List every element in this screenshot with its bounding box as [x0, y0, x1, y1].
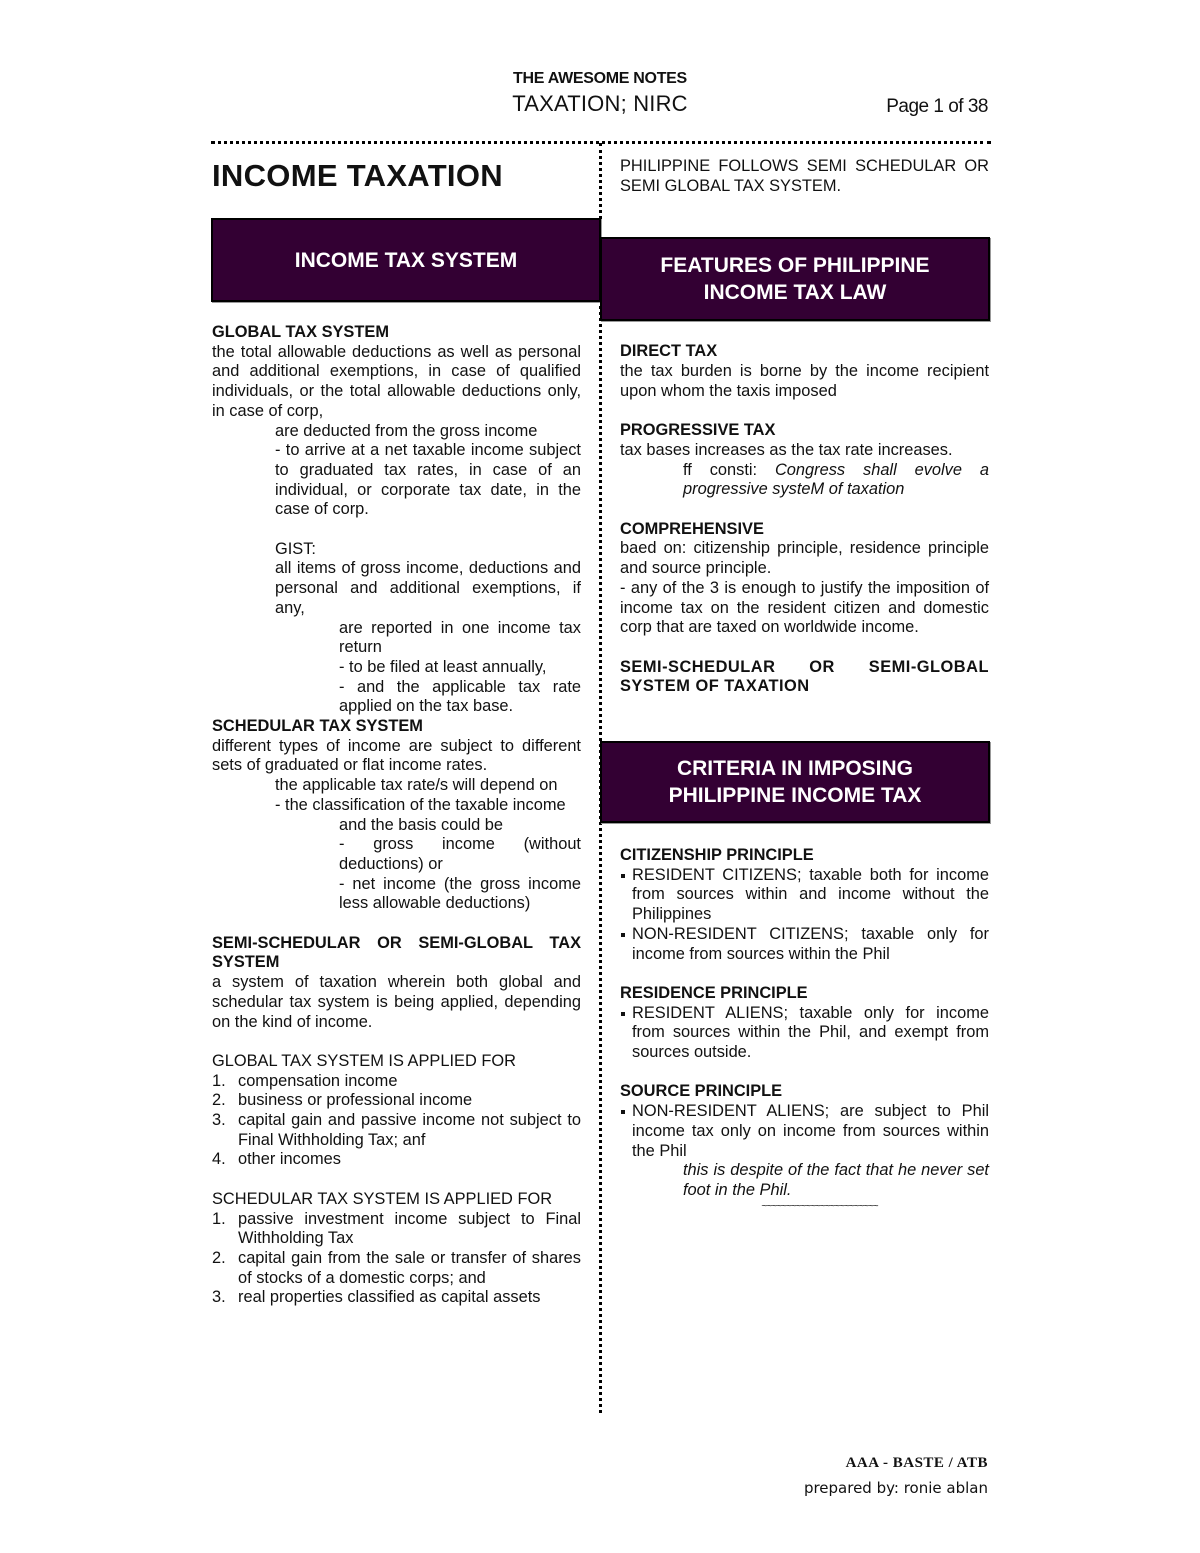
right-column — [620, 157, 989, 1213]
series-title: THE AWESOME NOTES — [513, 70, 687, 87]
list-item: 4. other incomes — [212, 1150, 341, 1169]
heading-direct-tax: DIRECT TAX — [620, 342, 718, 361]
schedular-basis: and the basis could be — [339, 815, 504, 834]
heading-schedular-tax-system: SCHEDULAR TAX SYSTEM — [212, 717, 423, 736]
progressive-consti: ff consti: Congress shall evolve a progressive systeM of taxation — [683, 460, 989, 499]
list-item: NON-RESIDENT ALIENS; are subject to Phil income tax only on income from sources within the Phil — [620, 1102, 989, 1161]
document-title: TAXATION; NIRC — [512, 91, 688, 116]
banner-label-line1: CRITERIA IN IMPOSING — [676, 757, 914, 781]
heading-comprehensive: COMPREHENSIVE — [620, 519, 764, 538]
residence-list — [620, 1004, 989, 1063]
left-column — [212, 157, 581, 1308]
section-banner-criteria — [600, 741, 990, 823]
banner-label-line2: PHILIPPINE INCOME TAX — [668, 784, 922, 808]
banner-label: INCOME TAX SYSTEM — [294, 248, 518, 272]
heading-citizenship-principle: CITIZENSHIP PRINCIPLE — [620, 846, 814, 865]
list-item: 2. business or professional income — [212, 1091, 473, 1110]
list-item: 1. passive investment income subject to Final Withholding Tax — [212, 1209, 581, 1248]
list-item: 2. capital gain from the sale or transfer of shares of stocks of a domestic corps; and — [212, 1248, 581, 1287]
section-banner-income-tax-system — [211, 218, 601, 302]
schedular-ind2: - the classification of the taxable income — [275, 795, 566, 814]
heading-global-tax-system: GLOBAL TAX SYSTEM — [212, 323, 389, 341]
footer-author: prepared by: ronie ablan — [803, 1479, 988, 1497]
heading-global-applied: GLOBAL TAX SYSTEM IS APPLIED FOR — [212, 1051, 516, 1070]
heading-semi-schedular-system: SEMI-SCHEDULAR OR SEMI-GLOBAL SYSTEM OF TAXATION — [620, 657, 989, 696]
global-body: the total allowable deductions as well as personal and additional exemptions, in case of qualified individuals, or the total allowable deductions only, in case of corp, — [212, 342, 581, 420]
gist-c: - and the applicable tax rate applied on the tax base. — [339, 677, 581, 716]
gist-label: GIST: — [275, 539, 316, 558]
direct-body: the tax burden is borne by the income recipient upon whom the taxis imposed — [620, 362, 989, 400]
heading-residence-principle: RESIDENCE PRINCIPLE — [620, 983, 808, 1002]
footer-course: AAA - BASTE / ATB — [845, 1455, 988, 1471]
page-number: Page 1 of 38 — [886, 96, 988, 117]
heading-progressive-tax: PROGRESSIVE TAX — [620, 421, 776, 440]
citizenship-list — [620, 866, 989, 965]
page-title: INCOME TAXATION — [212, 158, 503, 193]
list-item: RESIDENT CITIZENS; taxable both for income from sources within and income without the Philippines — [620, 866, 989, 925]
schedular-ind1: the applicable tax rate/s will depend on — [275, 776, 558, 795]
heading-semi-schedular: SEMI-SCHEDULAR OR SEMI-GLOBAL TAX SYSTEM — [212, 933, 581, 972]
comprehensive-body2: - any of the 3 is enough to justify the imposition of income tax on the resident citizen and domestic corp that are taxed on worldwide income. — [620, 578, 989, 637]
semi-body: a system of taxation wherein both global and schedular tax system is being applied, depending on the kind of income. — [212, 973, 581, 1031]
list-item: RESIDENT ALIENS; taxable only for income from sources within the Phil, and exempt from sources outside. — [620, 1004, 989, 1063]
section-banner-features — [600, 237, 990, 321]
global-ind1: are deducted from the gross income — [275, 421, 538, 440]
gist-a: are reported in one income tax return — [339, 618, 581, 657]
intro-text: PHILIPPINE FOLLOWS SEMI SCHEDULAR OR SEMI GLOBAL TAX SYSTEM. — [620, 157, 989, 195]
list-item: 1. compensation income — [212, 1071, 398, 1090]
comprehensive-body1: baed on: citizenship principle, residence principle and source principle. — [620, 539, 989, 578]
heading-schedular-applied: SCHEDULAR TAX SYSTEM IS APPLIED FOR — [212, 1189, 553, 1208]
gist-body: all items of gross income, deductions and personal and additional exemptions, if any, — [275, 559, 581, 617]
banner-label-line2: INCOME TAX LAW — [703, 281, 887, 305]
schedular-applied-list — [212, 1210, 581, 1309]
schedular-body: different types of income are subject to different sets of graduated or flat income rates. — [212, 736, 581, 775]
banner-label-line1: FEATURES OF PHILIPPINE — [660, 254, 930, 278]
source-note: this is despite of the fact that he never set foot in the Phil. — [683, 1161, 989, 1199]
list-item: NON-RESIDENT CITIZENS; taxable only for income from sources within the Phil — [620, 925, 989, 964]
progressive-body: tax bases increases as the tax rate increases. — [620, 440, 953, 459]
schedular-basis-b: - net income (the gross income less allowable deductions) — [339, 874, 581, 913]
global-applied-list — [212, 1072, 581, 1171]
list-item: 3. real properties classified as capital assets — [212, 1288, 541, 1307]
gist-b: - to be filed at least annually, — [339, 657, 547, 676]
list-item: 3. capital gain and passive income not subject to Final Withholding Tax; anf — [212, 1111, 581, 1149]
end-divider: ~~~~~~~~~~~~~~~~~~~~~~~~ — [761, 1200, 878, 1212]
heading-source-principle: SOURCE PRINCIPLE — [620, 1082, 783, 1101]
schedular-basis-a: - gross income (without deductions) or — [339, 835, 581, 873]
source-list — [620, 1102, 989, 1161]
global-ind2: - to arrive at a net taxable income subject to graduated tax rates, in case of an individual, or corporate tax date, in the case of corp. — [275, 441, 581, 519]
